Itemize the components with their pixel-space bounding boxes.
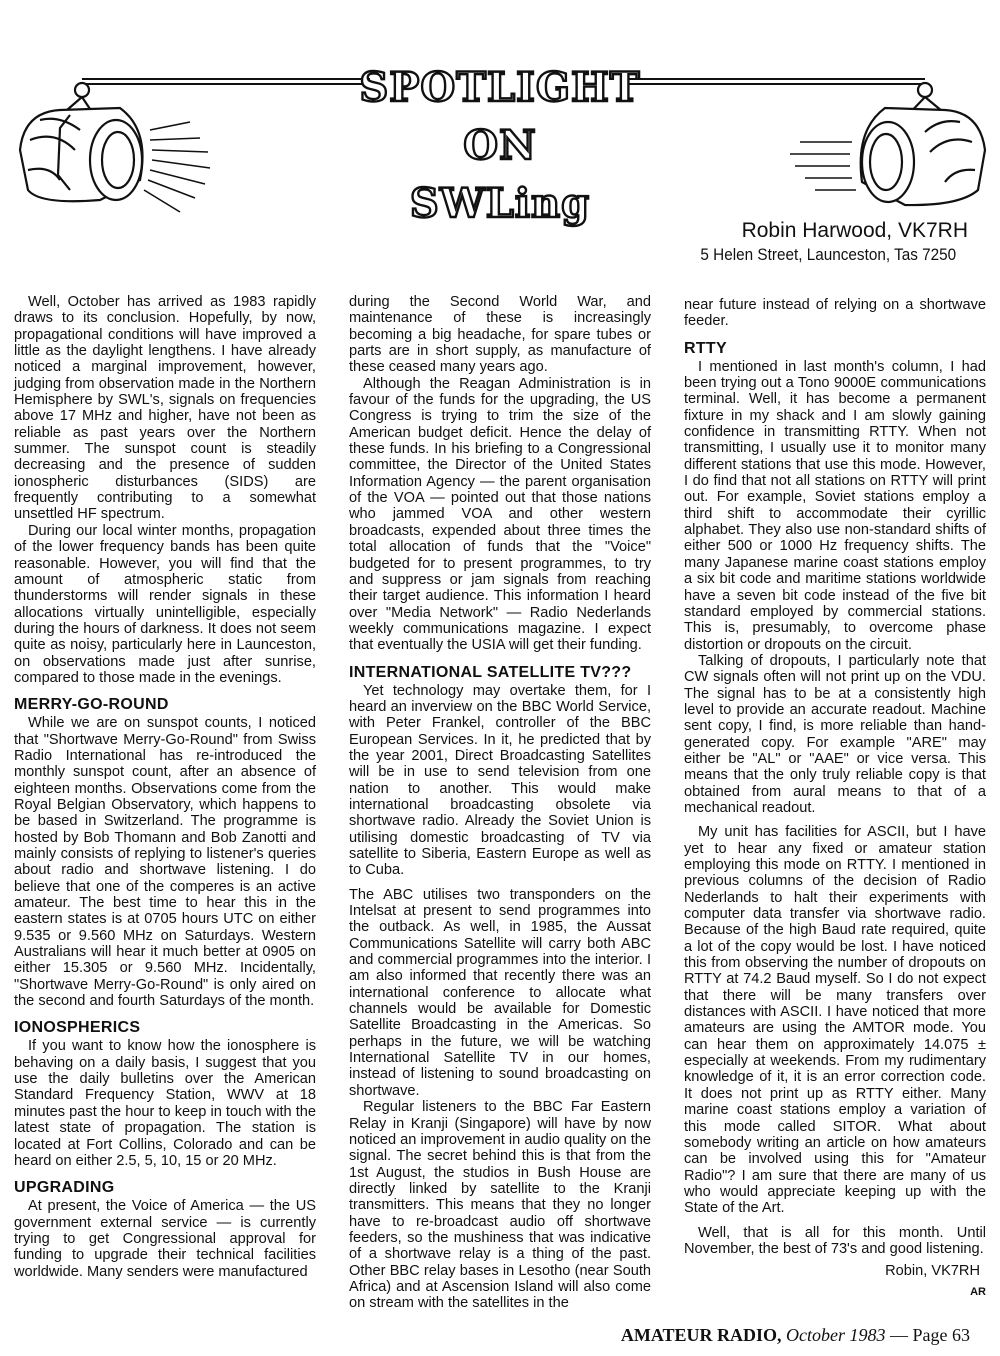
paragraph: Well, that is all for this month. Until November, the best of 73's and good listening. [684,1224,986,1257]
page-footer [621,1325,970,1346]
signature: Robin, VK7RH [885,1263,980,1280]
section-heading-rtty: RTTY [684,339,727,357]
section-heading-upgrading: UPGRADING [14,1179,115,1197]
section-heading-merry-go-round: MERRY-GO-ROUND [14,696,169,714]
paragraph: I mentioned in last month's column, I had been trying out a Tono 9000E communications terminal. Well, it has become a permanent fixture in my shack and I am slowly gaining confidence in transmitting RTTY. When not transmitting, I usually use it to monitor many different stations that use this mode. However, I do find that not all stations on RTTY will print out. For example, Soviet stations employ a third shift to accommodate their cyrillic alphabet. They also use non-standard shifts of either 500 or 1000 Hz frequency shifts. The many Japanese marine coast stations employ a six bit code and maritime stations worldwide have a seven bit code instead of the five bit standard employed by commercial stations. This is, presumably, to overcome phase distortion or dropouts on the circuit. [684,358,986,653]
paragraph: near future instead of relying on a shortwave feeder. [684,297,986,330]
paragraph: If you want to know how the ionosphere is behaving on a daily basis, I suggest that you use the daily bulletins over the American Standard Frequency Station, WWV at 18 minutes past the hour to keep in touch with the latest state of propagation. The station is located at Fort Collins, Colorado and can be heard on either 2.5, 5, 10, 15 or 20 MHz. [14,1038,316,1169]
paragraph: Although the Reagan Administration is in favour of the funds for the upgrading, the US Congress is trying to trim the size of the American budget deficit. Hence the delay of these funds. In his briefing to a Congressional committee, the Director of the United States Information Agency — the parent organisation of the VOA — pointed out that those nations who jammed VOA and other western broadcasts, expended about three times the total allocation of funds that the "Voice" budgeted for to present programmes, to try and suppress or jam signals from reaching their target audience. This information I heard over "Media Network" — Radio Nederlands weekly communications magazine. I expect that eventually the USIA will get their funding. [349,375,651,654]
author-address: 5 Helen Street, Launceston, Tas 7250 [700,245,956,264]
paragraph: During our local winter months, propagation of the lower frequency bands has been quite reasonable. However, you will find that the amount of atmospheric static from thunderstorms will render signals in these allocations virtually unintelligible, especially during the hours of darkness. It does not seem quite as noisy, particularly here in Launceston, on observations made just after sunrise, compared to those made in the evenings. [14,522,316,686]
title-on: ON [463,122,537,169]
section-heading-satellite-tv: INTERNATIONAL SATELLITE TV??? [349,663,632,681]
section-heading-ionospherics: IONOSPHERICS [14,1019,141,1037]
paragraph: My unit has facilities for ASCII, but I have yet to hear any fixed or amateur station employing this mode on RTTY. I mentioned in previous columns of the decision of Radio Nederlands to halt their experiments with computer data transfer via shortwave radio. Because of the high Baud rate required, quite a lot of the copy would be lost. I have noticed this from observing the number of dropouts on RTTY at 74.2 Baud myself. So I do not expect that there will be many transfers over distances with ASCII. I have noticed that more amateurs are using the AMTOR mode. You can hear them on approximately 14.075 ± especially at weekends. From my rudimentary knowledge of it, it is an error correction code. It does not print up as RTTY either. Many marine coast stations employ a variation of this mode called SITOR. What about somebody writing an article on how amateurs can be involved using this for "Amateur Radio"? I am sure that there are many of us who would appreciate keeping up with the State of the Art. [684,824,986,1217]
author-byline: Robin Harwood, VK7RH [741,219,968,242]
paragraph: Talking of dropouts, I particularly note that CW signals often will not print up on the VDU. The signal has to be at a consistently high level to provide an accurate readout. Machine sent copy, I find, is more reliable than hand-generated copy. For example "ARE" may either be "AL" or "AAE" or vice versa. This means that the only truly reliable copy is that obtained from aural means to that of a mechanical readout. [684,652,986,816]
publication-name: AMATEUR RADIO, [620,1325,782,1345]
article-header [0,0,1000,290]
paragraph: Regular listeners to the BBC Far Eastern Relay in Kranji (Singapore) will have by now noticed an improvement in audio quality on the signal. The secret behind this is that from the 1st August, the studios in Bush House are directly linked by satellite to the Kranji transmitters. This means that they no longer have to re-broadcast audio off shortwave feeders, so the mushiness that was indicative of a shortwave relay is a thing of the past. Other BBC relay bases in Lesotho (near South Africa) and at Ascension Island will also come on stream with the satellites in the [349,1099,651,1312]
title-swling: SWLing [409,180,591,227]
issue-date: October 1983 [786,1325,886,1345]
column-2 [349,294,651,1312]
end-mark: AR [970,1285,986,1298]
paragraph: Yet technology may overtake them, for I heard an inverview on the BBC World Service, with Peter Frankel, controller of the BBC European Services. In it, he predicted that by the year 2001, Direct Broadcasting Satellites will be in use to send television from one nation to another. This would make international broadcasting obsolete via shortwave radio. Already the Soviet Union is utilising domestic broadcasting of TV via satellite to Siberia, Eastern Europe as well as to Cuba. [349,682,651,879]
paragraph: At present, the Voice of America — the US government external service — is currently trying to get Congressional approval for funding to upgrade their technical facilities worldwide. Many senders were manufactured [14,1198,316,1280]
paragraph: Well, October has arrived as 1983 rapidly draws to its conclusion. Hopefully, by now, propagational conditions will have improved a little as the daylight lengthens. I have already noticed a marginal improvement, however, judging from observation made in the Northern Hemisphere by SWL's, signals on frequencies above 17 MHz and higher, have not been as reliable as past years over the Northern summer. The sunspot count is steadily decreasing and the presence of sudden ionospheric disturbances (SIDS) are frequently contributing to a somewhat unsettled HF spectrum. [14,294,316,523]
paragraph: The ABC utilises two transponders on the Intelsat at present to send programmes into the outback. As well, in 1985, the Aussat Communications Satellite will carry both ABC and commercial programmes into the interior. I am also informed that recently there was an international conference to allocate what channels would be available for Domestic Satellite Broadcasting in the Americas. So perhaps in the future, we will be watching International Satellite TV in our homes, instead of listening to sound broadcasting on shortwave. [349,886,651,1099]
paragraph: during the Second World War, and maintenance of these is increasingly becoming a big headache, for spare tubes or parts are in short supply, as manufacture of these ceased many years ago. [349,294,651,376]
title-spotlight: SPOTLIGHT [359,64,641,111]
column-1 [14,294,316,1280]
paragraph: While we are on sunspot counts, I noticed that "Shortwave Merry-Go-Round" from Swiss Radio International has re-introduced the monthly sunspot count, after an absence of eighteen months. Observations come from the Royal Belgian Observatory, which happens to be based in Switzerland. The programme is hosted by Bob Thomann and Bob Zanotti and mainly consists of replying to listener's queries about radio and shortwave listening. I do believe that one of the comperes is an active amateur. The best time to hear this in the eastern states is at 0705 hours UTC on either 9.535 or 9.560 MHz on Saturdays. Western Australians will hear it much better at 0905 on either 15.305 or 9.560 MHz. Incidentally, "Shortwave Merry-Go-Round" is only aired on the second and fourth Saturdays of the month. [14,715,316,1010]
page-number: — Page 63 [890,1325,970,1345]
column-3 [684,297,986,1300]
